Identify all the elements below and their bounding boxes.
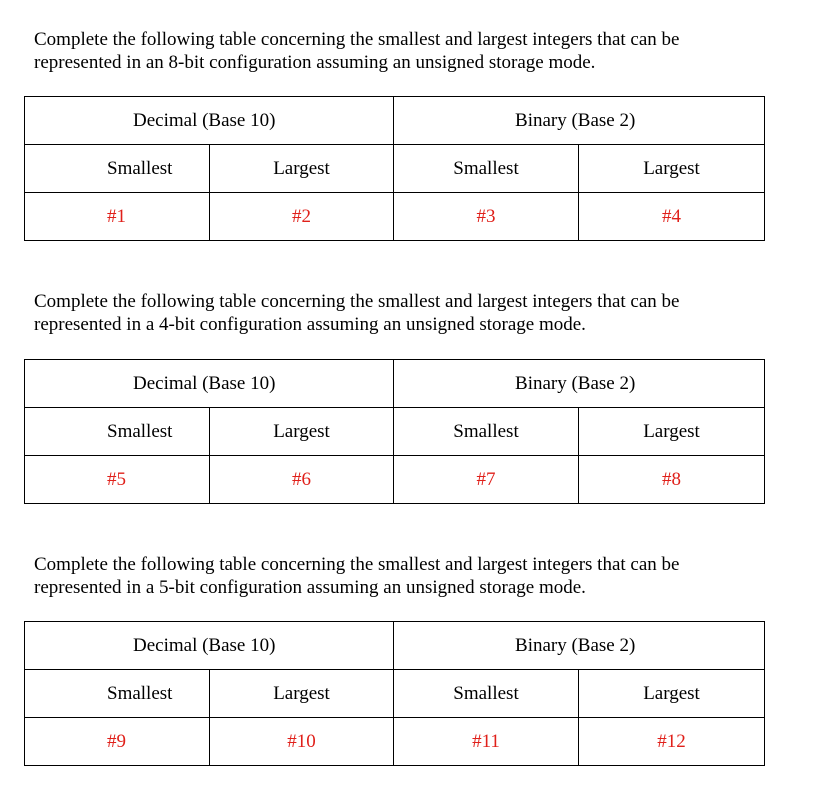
binary-smallest-header: Smallest <box>394 670 579 718</box>
answer-cell-decimal-largest[interactable]: #10 <box>210 718 394 766</box>
table-subheader-row <box>25 145 765 193</box>
table-row <box>25 193 765 241</box>
answer-cell-binary-smallest[interactable]: #7 <box>394 456 579 504</box>
table-header-row <box>25 97 765 145</box>
question-prompt <box>34 28 774 74</box>
prompt-line-2: represented in an 8-bit configuration assuming an unsigned storage mode. <box>34 52 596 73</box>
table-row <box>25 718 765 766</box>
table-header-row <box>25 622 765 670</box>
decimal-smallest-header: Smallest <box>25 670 210 718</box>
binary-largest-header: Largest <box>579 670 765 718</box>
binary-smallest-header: Smallest <box>394 408 579 456</box>
answer-cell-binary-smallest[interactable]: #3 <box>394 193 579 241</box>
decimal-largest-header: Largest <box>210 408 394 456</box>
prompt-line-1: Complete the following table concerning the smallest and largest integers that can be <box>34 291 680 312</box>
prompt-line-1: Complete the following table concerning the smallest and largest integers that can be <box>34 554 680 575</box>
binary-header: Binary (Base 2) <box>394 622 765 670</box>
table-subheader-row <box>25 408 765 456</box>
table-row <box>25 456 765 504</box>
question-prompt <box>34 290 774 336</box>
answer-table <box>24 621 765 766</box>
decimal-header: Decimal (Base 10) <box>25 97 394 145</box>
answer-cell-binary-largest[interactable]: #12 <box>579 718 765 766</box>
decimal-header: Decimal (Base 10) <box>25 622 394 670</box>
binary-header: Binary (Base 2) <box>394 360 765 408</box>
decimal-smallest-header: Smallest <box>25 408 210 456</box>
prompt-line-2: represented in a 4-bit configuration assuming an unsigned storage mode. <box>34 314 586 335</box>
answer-cell-decimal-largest[interactable]: #2 <box>210 193 394 241</box>
answer-cell-decimal-largest[interactable]: #6 <box>210 456 394 504</box>
binary-largest-header: Largest <box>579 145 765 193</box>
answer-cell-decimal-smallest[interactable]: #5 <box>25 456 210 504</box>
decimal-smallest-header: Smallest <box>25 145 210 193</box>
binary-header: Binary (Base 2) <box>394 97 765 145</box>
prompt-line-2: represented in a 5-bit configuration assuming an unsigned storage mode. <box>34 577 586 598</box>
answer-cell-decimal-smallest[interactable]: #9 <box>25 718 210 766</box>
decimal-header: Decimal (Base 10) <box>25 360 394 408</box>
answer-table <box>24 359 765 504</box>
binary-smallest-header: Smallest <box>394 145 579 193</box>
answer-cell-decimal-smallest[interactable]: #1 <box>25 193 210 241</box>
answer-cell-binary-largest[interactable]: #4 <box>579 193 765 241</box>
table-header-row <box>25 360 765 408</box>
answer-cell-binary-largest[interactable]: #8 <box>579 456 765 504</box>
decimal-largest-header: Largest <box>210 670 394 718</box>
answer-cell-binary-smallest[interactable]: #11 <box>394 718 579 766</box>
question-prompt <box>34 553 774 599</box>
answer-table <box>24 96 765 241</box>
decimal-largest-header: Largest <box>210 145 394 193</box>
table-subheader-row <box>25 670 765 718</box>
prompt-line-1: Complete the following table concerning the smallest and largest integers that can be <box>34 29 680 50</box>
binary-largest-header: Largest <box>579 408 765 456</box>
